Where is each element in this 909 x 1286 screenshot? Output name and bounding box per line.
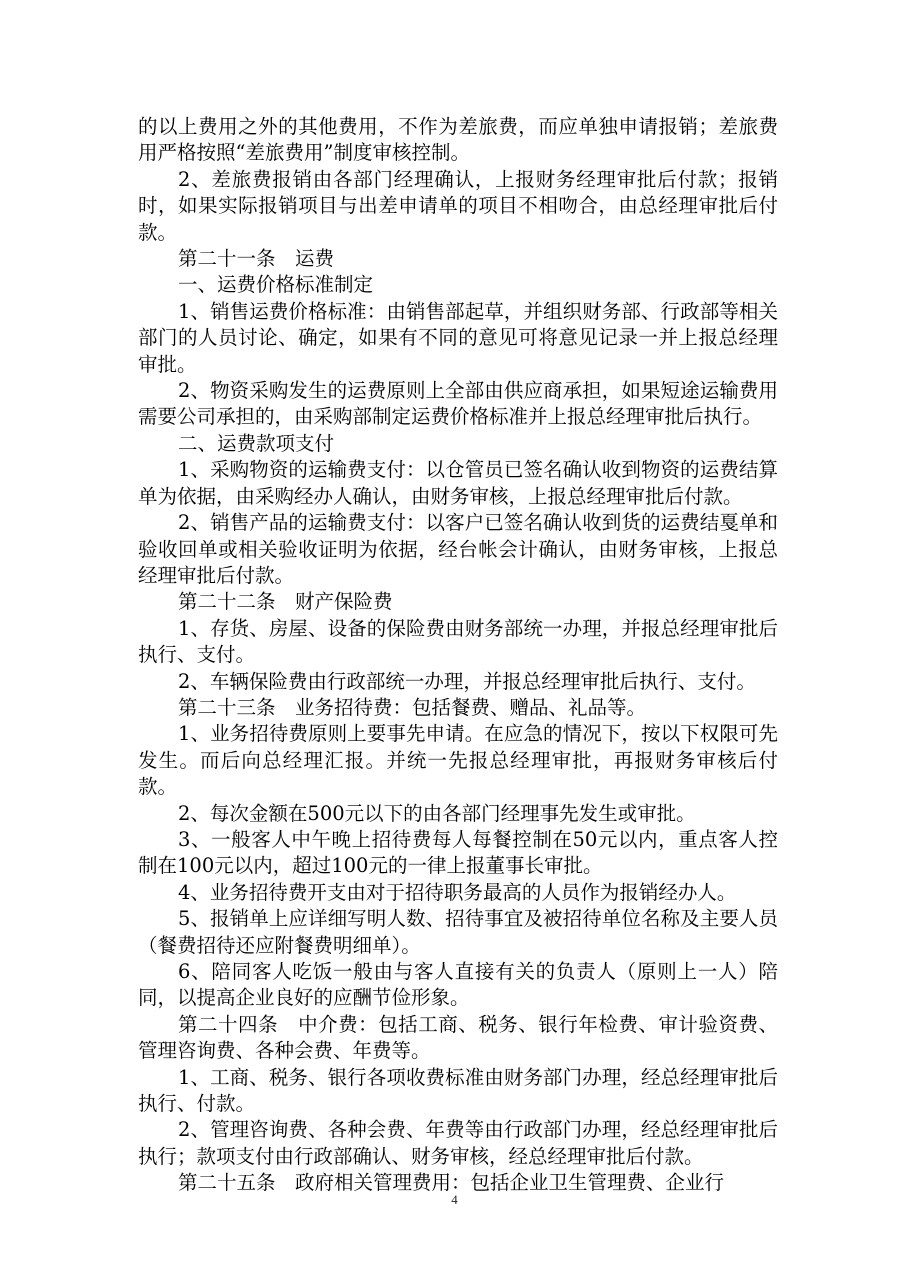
paragraph: 2、管理咨询费、各种会费、年费等由行政部门办理，经总经理审批后执行；款项支付由行政部确认、财务审核，经总经理审批后付款。 [138, 1118, 778, 1168]
paragraph: 的以上费用之外的其他费用，不作为差旅费，而应单独申请报销；差旅费用严格按照“差旅费用”制度审核控制。 [138, 115, 778, 165]
paragraph: 2、每次金额在500元以下的由各部门经理事先发生或审批。 [178, 801, 696, 825]
paragraph: 3、一般客人中午晚上招待费每人每餐控制在50元以内，重点客人控制在100元以内，超过100元的一律上报董事长审批。 [138, 827, 778, 878]
paragraph: 2、物资采购发生的运费原则上全部由供应商承担，如果短途运输费用需要公司承担的，由采购部制定运费价格标准并上报总经理审批后执行。 [138, 379, 778, 429]
paragraph: 1、销售运费价格标准：由销售部起草，并组织财务部、行政部等相关部门的人员讨论、确定，如果有不同的意见可将意见记录一并上报总经理审批。 [138, 299, 778, 376]
paragraph: 第二十一条 运费 [178, 247, 335, 271]
paragraph: 1、业务招待费原则上要事先申请。在应急的情况下，按以下权限可先发生。而后向总经理汇报。并统一先报总经理审批，再报财务审核后付款。 [138, 722, 778, 799]
paragraph: 5、报销单上应详细写明人数、招待事宜及被招待单位名称及主要人员（餐费招待还应附餐费明细单）。 [138, 907, 778, 957]
paragraph: 1、工商、税务、银行各项收费标准由财务部门办理，经总经理审批后执行、付款。 [138, 1065, 778, 1116]
document-body [138, 114, 778, 1197]
paragraph: 2、车辆保险费由行政部统一办理，并报总经理审批后执行、支付。 [178, 669, 756, 693]
paragraph: 第二十四条 中介费：包括工商、税务、银行年检费、审计验资费、管理咨询费、各种会费、年费等。 [138, 1012, 778, 1063]
paragraph: 二、运费款项支付 [178, 431, 335, 455]
paragraph: 2、差旅费报销由各部门经理确认，上报财务经理审批后付款；报销时，如果实际报销项目与出差申请单的项目不相吻合，由总经理审批后付款。 [138, 167, 778, 244]
paragraph: 6、陪同客人吃饭一般由与客人直接有关的负责人（原则上一人）陪同，以提高企业良好的应酬节俭形象。 [138, 960, 778, 1010]
paragraph: 第二十三条 业务招待费：包括餐费、赠品、礼品等。 [178, 695, 647, 719]
paragraph: 4、业务招待费开支由对于招待职务最高的人员作为报销经办人。 [178, 880, 737, 904]
paragraph: 1、存货、房屋、设备的保险费由财务部统一办理，并报总经理审批后执行、支付。 [138, 616, 778, 667]
paragraph: 1、采购物资的运输费支付：以仓管员已签名确认收到物资的运费结算单为依据，由采购经办人确认，由财务审核，上报总经理审批后付款。 [138, 458, 778, 508]
paragraph: 第二十二条 财产保险费 [178, 590, 393, 614]
paragraph: 一、运费价格标准制定 [178, 273, 374, 297]
page-number: 4 [451, 1192, 458, 1207]
paragraph: 第二十五条 政府相关管理费用：包括企业卫生管理费、企业行 [178, 1171, 725, 1195]
paragraph: 2、销售产品的运输费支付：以客户已签名确认收到货的运费结戛单和验收回单或相关验收证明为依据，经台帐会计确认，由财务审核，上报总经理审批后付款。 [138, 511, 778, 587]
